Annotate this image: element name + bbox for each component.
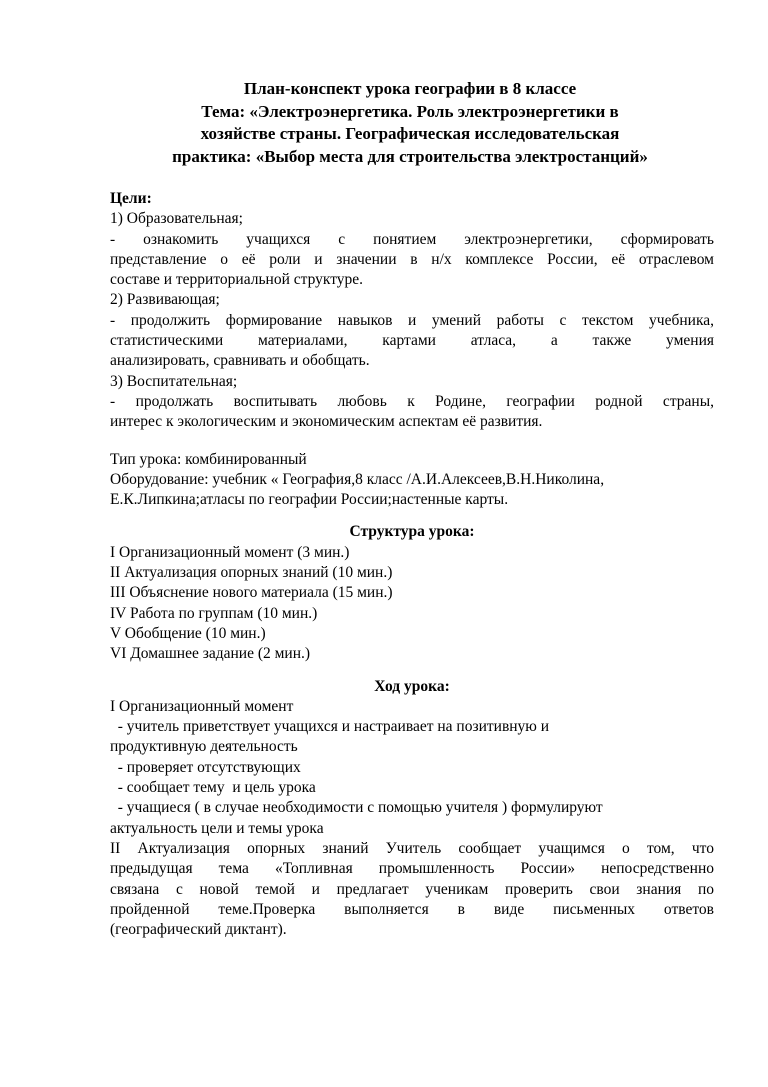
stage-1-line: актуальность цели и темы урока	[110, 819, 324, 837]
structure-item: VI Домашнее задание (2 мин.)	[110, 645, 311, 663]
title-line-2: Тема: «Электроэнергетика. Роль электроэнергетики в	[201, 101, 619, 121]
stage-1-line: продуктивную деятельность	[110, 738, 298, 756]
spacer	[110, 433, 714, 450]
title-line-1: План-конспект урока географии в 8 классе	[243, 79, 577, 98]
spacer	[110, 510, 714, 522]
stage-1-line: - учащиеся ( в случае необходимости с помощью учителя ) формулируют	[110, 799, 603, 817]
goal-2-label: 2) Развивающая;	[110, 291, 220, 309]
title-line-3: хозяйстве страны. Географическая исследовательская	[200, 124, 620, 143]
stage-2-line: связана с новой темой и предлагает ученикам проверить свои знания по	[110, 880, 714, 898]
stage-1-line: - сообщает тему и цель урока	[110, 779, 316, 797]
stage-2-line: предыдущая тема «Топливная промышленность России» непосредственно	[110, 860, 714, 878]
structure-item: V Обобщение (10 мин.)	[110, 624, 266, 642]
goal-1-text-line: - ознакомить учащихся с понятием электроэнергетики, сформировать	[110, 230, 714, 248]
document-body	[110, 189, 714, 940]
spacer	[110, 665, 714, 677]
stage-1-line: - проверяет отсутствующих	[110, 758, 301, 776]
goal-2-text-line: анализировать, сравнивать и обобщать.	[110, 352, 370, 370]
title-line-4: практика: «Выбор места для строительства электростанций»	[172, 146, 648, 166]
stage-2-line: пройденной теме.Проверка выполняется в виде письменных ответов	[110, 900, 714, 918]
stage-1-line: - учитель приветствует учащихся и настраивает на позитивную и	[110, 718, 550, 736]
goal-3-text-line: - продолжать воспитывать любовь к Родине, географии родной страны,	[110, 392, 714, 410]
structure-heading: Структура урока:	[349, 523, 475, 541]
structure-item: III Объяснение нового материала (15 мин.)	[110, 584, 393, 602]
lesson-type: Тип урока: комбинированный	[110, 450, 307, 468]
document-title	[100, 78, 720, 168]
goal-1-text-line: составе и территориальной структуре.	[110, 271, 364, 289]
goals-heading: Цели:	[110, 190, 152, 207]
goal-1-label: 1) Образовательная;	[110, 210, 243, 228]
progress-heading: Ход урока:	[374, 677, 450, 695]
stage-1-title: I Организационный момент	[110, 697, 294, 715]
stage-2-line: (географический диктант).	[110, 921, 287, 939]
structure-item: IV Работа по группам (10 мин.)	[110, 604, 318, 622]
structure-item: II Актуализация опорных знаний (10 мин.)	[110, 564, 393, 582]
equipment-line: Оборудование: учебник « География,8 класс /А.И.Алексеев,В.Н.Николина,	[110, 470, 605, 488]
equipment-line: Е.К.Липкина;атласы по географии России;настенные карты.	[110, 491, 509, 509]
goal-1-text-line: представление о её роли и значении в н/х комплексе России, её отраслевом	[110, 250, 714, 268]
goal-3-text-line: интерес к экологическим и экономическим аспектам её развития.	[110, 413, 543, 431]
goal-3-label: 3) Воспитательная;	[110, 372, 238, 390]
stage-2-line: II Актуализация опорных знаний Учитель сообщает учащимся о том, что	[110, 839, 714, 857]
goal-2-text-line: - продолжить формирование навыков и умений работы с текстом учебника,	[110, 311, 714, 329]
goal-2-text-line: статистическими материалами, картами атласа, а также умения	[110, 332, 714, 350]
structure-item: I Организационный момент (3 мин.)	[110, 543, 350, 561]
